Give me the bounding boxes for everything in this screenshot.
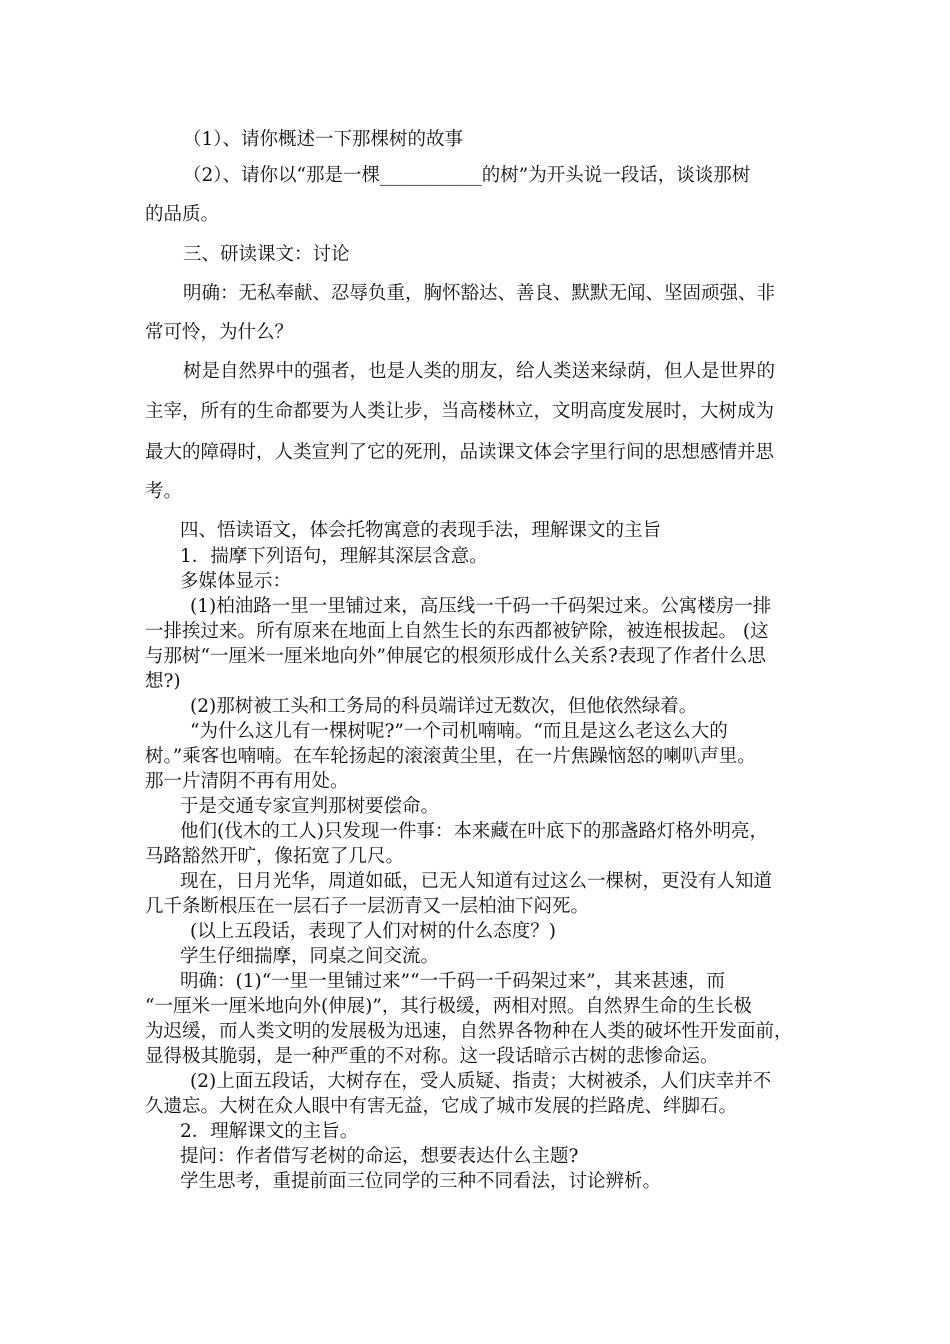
- fill-in-blank: ___________: [379, 165, 482, 186]
- multimedia-label: 多媒体显示：: [180, 571, 292, 592]
- task-1-heading: 1．揣摩下列语句，理解其深层含意。: [180, 546, 488, 567]
- excerpt-1-line-1: (1)柏油路一里一里铺过来，高压线一千码一千码架过来。公寓楼房一排: [190, 596, 772, 617]
- clarify-3-line-2: 久遗忘。大树在众人眼中有害无益，它成了城市发展的拦路虎、绊脚石。: [145, 1096, 738, 1117]
- excerpt-3-line-3: 那一片清阴不再有用处。: [145, 771, 349, 792]
- section-4-heading: 四、悟读语文，体会托物寓意的表现手法，理解课文的主旨: [180, 520, 662, 541]
- excerpt-5-line-2: 马路豁然开旷，像拓宽了几尺。: [145, 846, 405, 867]
- excerpt-2-line-1: (2)那树被工头和工务局的科员端详过无数次，但他依然绿着。: [190, 696, 698, 717]
- excerpt-1-line-3: 与那树“一厘米一厘米地向外”伸展它的根须形成什么关系?表现了作者什么思: [145, 646, 766, 667]
- excerpt-6-line-1: 现在，日月光华，周道如砥，已无人知道有过这么一棵树，更没有人知道: [180, 871, 773, 892]
- excerpt-4-line-1: 于是交通专家宣判那树要偿命。: [180, 796, 440, 817]
- section-3-heading: 三、研读课文：讨论: [183, 244, 350, 265]
- excerpt-5-line-1: 他们(伐木的工人)只发现一件事：本来藏在叶底下的那盏路灯格外明亮，: [180, 821, 768, 842]
- paragraph-1-line-4: 考。: [145, 481, 183, 502]
- clarify-1-line-2: 常可怜，为什么？: [145, 322, 294, 343]
- excerpt-3-line-2: 树。”乘客也喃喃。在车轮扬起的滚滚黄尘里，在一片焦躁恼怒的喇叭声里。: [145, 746, 756, 767]
- excerpt-question: (以上五段话，表现了人们对树的什么态度？): [190, 921, 556, 942]
- clarify-2-line-1: 明确：(1)“一里一里铺过来”“一千码一千码架过来”，其来甚速，而: [180, 971, 726, 992]
- excerpt-6-line-2: 几千条断根压在一层石子一层沥青又一层柏油下闷死。: [145, 896, 590, 917]
- clarify-2-line-2: “一厘米一厘米地向外(伸展)”，其行极缓，两相对照。自然界生命的生长极: [145, 996, 752, 1017]
- clarify-2-line-3: 为迟缓，而人类文明的发展极为迅速，自然界各物种在人类的破坏性开发面前，: [145, 1021, 793, 1042]
- paragraph-1-line-1: 树是自然界中的强者，也是人类的朋友，给人类送来绿荫，但人是世界的: [183, 361, 776, 382]
- question-2-prefix: （2）、请你以“那是一棵: [183, 165, 380, 186]
- question-2-start: [183, 164, 750, 188]
- student-activity-2: 学生思考，重提前面三位同学的三种不同看法，讨论辨析。: [180, 1171, 662, 1192]
- excerpt-3-line-1: “为什么这儿有一棵树呢?”一个司机喃喃。“而且是这么老这么大的: [190, 721, 728, 742]
- clarify-2-line-4: 显得极其脆弱，是一种严重的不对称。这一段话暗示古树的悲惨命运。: [145, 1046, 719, 1067]
- paragraph-1-line-2: 主宰，所有的生命都要为人类让步，当高楼林立，文明高度发展时，大树成为: [145, 401, 775, 422]
- clarify-1-line-1: 明确：无私奉献、忍辱负重，胸怀豁达、善良、默默无闻、坚固顽强、非: [183, 283, 776, 304]
- paragraph-1-line-3: 最大的障碍时，人类宣判了它的死刑，品读课文体会字里行间的思想感情并思: [145, 442, 775, 463]
- question-2-suffix: 的树”为开头说一段话，谈谈那树: [481, 165, 751, 186]
- student-activity-1: 学生仔细揣摩，同桌之间交流。: [180, 946, 440, 967]
- excerpt-1-line-4: 想?): [145, 671, 181, 692]
- excerpt-1-line-2: 一排挨过来。所有原来在地面上自然生长的东西都被铲除，被连根拔起。 (这: [145, 621, 769, 642]
- question-2-end: 的品质。: [145, 204, 220, 225]
- prompt-question: 提问：作者借写老树的命运，想要表达什么主题?: [180, 1146, 579, 1167]
- clarify-3-line-1: (2)上面五段话，大树存在，受人质疑、指责；大树被杀，人们庆幸并不: [190, 1071, 772, 1092]
- question-1: （1）、请你概述一下那棵树的故事: [183, 129, 464, 150]
- task-2-heading: 2．理解课文的主旨。: [180, 1121, 359, 1142]
